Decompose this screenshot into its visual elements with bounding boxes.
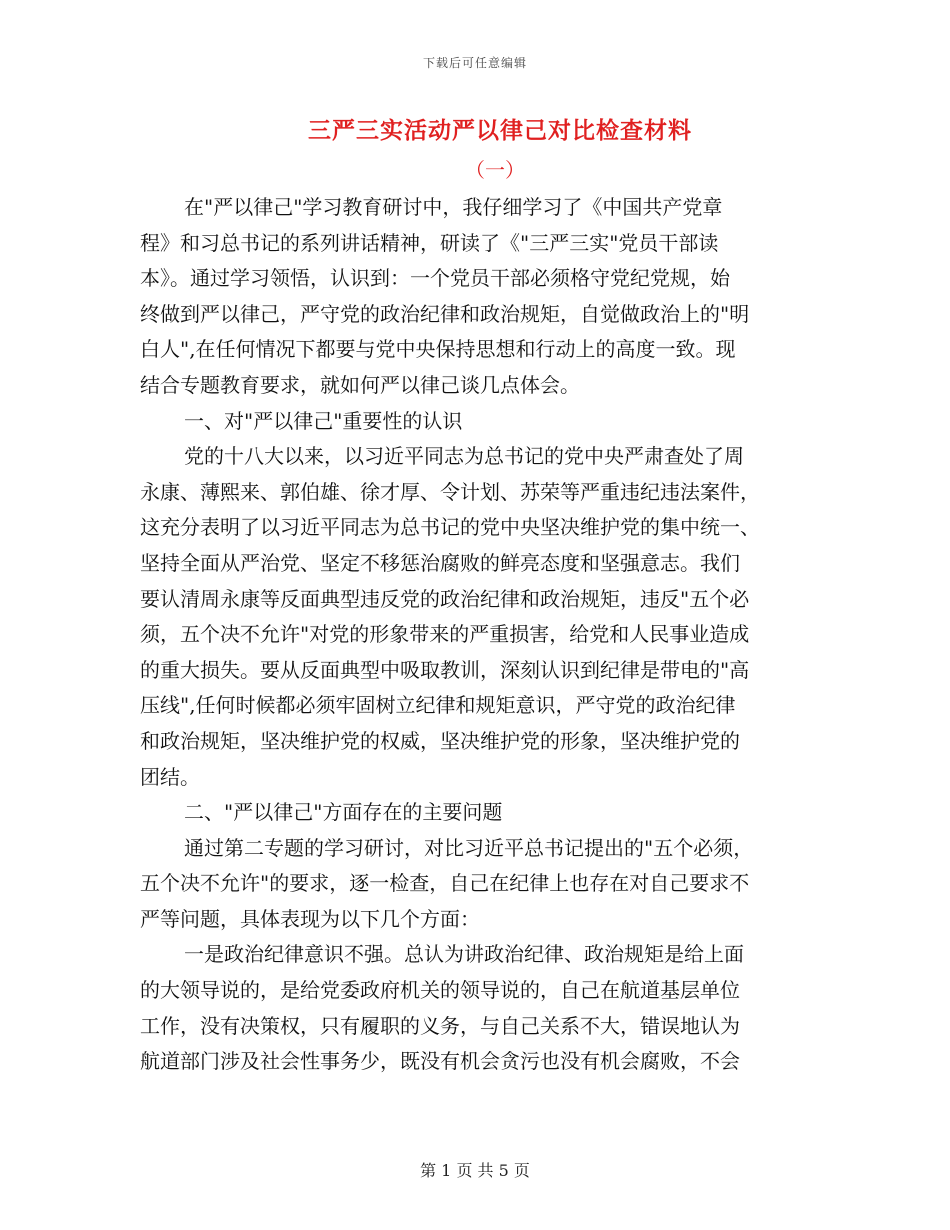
body-line: 严等问题，具体表现为以下几个方面： xyxy=(140,906,480,931)
body-line: 工作，没有决策权，只有履职的义务，与自己关系不大，错误地认为 xyxy=(140,1013,740,1038)
body-line: 这充分表明了以习近平同志为总书记的党中央坚决维护党的集中统一、 xyxy=(140,515,760,540)
body-line: 党的十八大以来，以习近平同志为总书记的党中央严肃查处了周 xyxy=(184,444,744,469)
body-line: 本》。通过学习领悟，认识到：一个党员干部必须格守党纪党规，始 xyxy=(140,266,730,291)
body-line: 白人",在任何情况下都要与党中央保持思想和行动上的高度一致。现 xyxy=(140,337,736,362)
body-line: 终做到严以律己，严守党的政治纪律和政治规矩，自觉做政治上的"明 xyxy=(140,301,750,326)
section-heading: 一、对"严以律己"重要性的认识 xyxy=(184,408,463,433)
body-line: 结合专题教育要求，就如何严以律己谈几点体会。 xyxy=(140,372,580,397)
body-line: 团结。 xyxy=(140,764,200,789)
body-line: 程》和习总书记的系列讲话精神，研读了《"三严三实"党员干部读 xyxy=(140,230,719,255)
body-line: 要认清周永康等反面典型违反党的政治纪律和政治规矩，违反"五个必 xyxy=(140,586,750,611)
body-line: 须，五个决不允许"对党的形象带来的严重损害，给党和人民事业造成 xyxy=(140,622,750,647)
body-line: 和政治规矩，坚决维护党的权威，坚决维护党的形象，坚决维护党的 xyxy=(140,728,740,753)
body-line: 在"严以律己"学习教育研讨中，我仔细学习了《中国共产党章 xyxy=(184,195,723,219)
body-line: 的重大损失。要从反面典型中吸取教训，深刻认识到纪律是带电的"高 xyxy=(140,657,750,682)
body-line: 压线",任何时候都必须牢固树立纪律和规矩意识，严守党的政治纪律 xyxy=(140,693,736,718)
header-note: 下载后可任意编辑 xyxy=(422,56,527,70)
document-subtitle: （一） xyxy=(465,158,525,182)
body-line: 五个决不允许"的要求，逐一检查，自己在纪律上也存在对自己要求不 xyxy=(140,871,750,896)
body-line: 一是政治纪律意识不强。总认为讲政治纪律、政治规矩是给上面 xyxy=(184,942,744,967)
body-line: 通过第二专题的学习研讨，对比习近平总书记提出的"五个必须， xyxy=(184,835,754,860)
body-line: 航道部门涉及社会性事务少，既没有机会贪污也没有机会腐败，不会 xyxy=(140,1049,740,1074)
body-line: 的大领导说的，是给党委政府机关的领导说的，自己在航道基层单位 xyxy=(140,978,740,1003)
body-line: 永康、薄熙来、郭伯雄、徐才厚、令计划、苏荣等严重违纪违法案件， xyxy=(140,479,760,504)
body-line: 坚持全面从严治党、坚定不移惩治腐败的鲜亮态度和坚强意志。我们 xyxy=(140,550,740,575)
section-heading: 二、"严以律己"方面存在的主要问题 xyxy=(184,800,503,825)
page-number-footer: 第 1 页 共 5 页 xyxy=(420,1161,530,1180)
document-title: 三严三实活动严以律己对比检查材料 xyxy=(308,117,692,144)
document-body xyxy=(140,190,812,1080)
